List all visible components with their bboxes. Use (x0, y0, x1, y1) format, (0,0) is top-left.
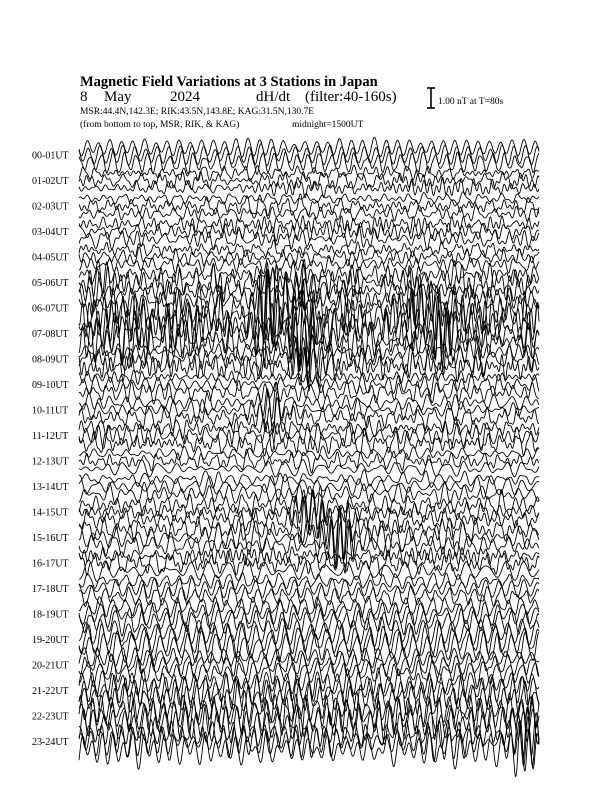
date-month: May (104, 89, 132, 105)
trace-kag (79, 573, 539, 590)
row-label: 09-10UT (32, 380, 69, 391)
midnight-note: midnight=1500UT (292, 120, 364, 130)
trace-kag (79, 446, 539, 460)
row-label: 17-18UT (32, 584, 69, 595)
trace-msr (79, 205, 539, 221)
row-label: 00-01UT (32, 150, 69, 162)
row-label: 04-05UT (32, 252, 69, 264)
chart-title: Magnetic Field Variations at 3 Stations in Japan (80, 74, 378, 90)
row-label: 02-03UT (32, 201, 69, 213)
quantity-label: dH/dt (256, 89, 291, 105)
row-label: 05-06UT (32, 278, 69, 289)
date-year: 2024 (170, 89, 200, 105)
row-label: 12-13UT (32, 456, 69, 468)
row-label: 18-19UT (32, 609, 69, 621)
traces (79, 137, 539, 776)
trace-rik (79, 577, 539, 600)
row-label: 11-12UT (32, 431, 69, 442)
trace-rik (79, 247, 539, 267)
row-label: 23-24UT (32, 737, 69, 748)
row-label: 10-11UT (32, 405, 69, 417)
scale-bar (427, 88, 435, 108)
date-day: 8 (80, 89, 88, 105)
row-label: 16-17UT (32, 558, 69, 570)
row-label: 03-04UT (32, 227, 69, 238)
row-labels (32, 151, 69, 749)
row-label: 19-20UT (32, 635, 69, 646)
scale-label: 1.00 nT at T=80s (438, 97, 504, 107)
row-label: 08-09UT (32, 354, 69, 366)
trace-kag (79, 470, 539, 488)
row-label: 15-16UT (32, 533, 69, 544)
row-label: 01-02UT (32, 176, 69, 187)
stations-line: MSR:44.4N,142.3E; RIK:43.5N,143.8E; KAG:31.5N,130.7E (80, 107, 315, 117)
row-label: 22-23UT (32, 711, 69, 723)
row-label: 14-15UT (32, 507, 69, 519)
trace-kag (79, 668, 539, 698)
row-label: 20-21UT (32, 660, 69, 672)
row-label: 21-22UT (32, 686, 69, 697)
row-label: 07-08UT (32, 329, 69, 340)
order-note: (from bottom to top, MSR, RIK, & KAG) (80, 120, 240, 130)
row-label: 13-14UT (32, 482, 69, 493)
filter-label: (filter:40-160s) (305, 89, 397, 105)
row-label: 06-07UT (32, 303, 69, 315)
